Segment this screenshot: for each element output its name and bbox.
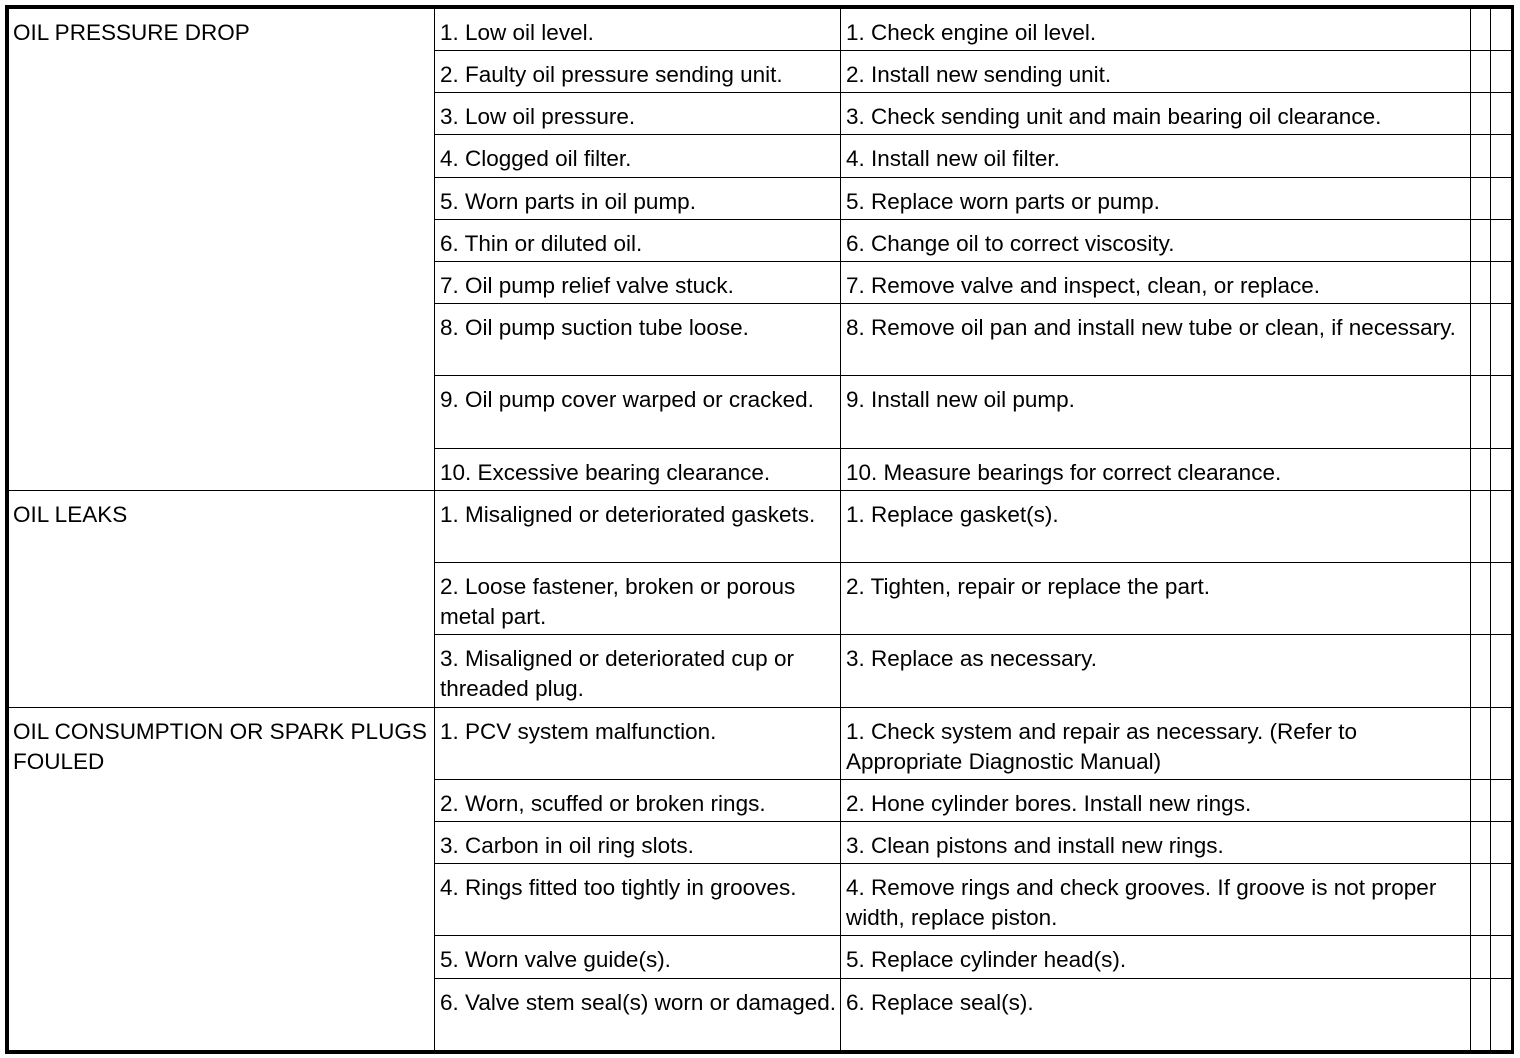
check-cell	[1491, 219, 1512, 261]
correction-cell: 2. Tighten, repair or replace the part.	[841, 563, 1471, 635]
check-cell	[1471, 707, 1491, 779]
correction-cell: 6. Replace seal(s).	[841, 978, 1471, 1050]
correction-cell: 2. Install new sending unit.	[841, 51, 1471, 93]
diagnosis-table-frame	[5, 5, 1514, 1054]
diagnosis-table	[8, 8, 1512, 1051]
check-cell	[1471, 135, 1491, 177]
check-cell	[1471, 304, 1491, 376]
check-cell	[1491, 376, 1512, 448]
check-cell	[1471, 261, 1491, 303]
check-cell	[1491, 563, 1512, 635]
cause-cell: 8. Oil pump suction tube loose.	[435, 304, 841, 376]
cause-cell: 5. Worn parts in oil pump.	[435, 177, 841, 219]
check-cell	[1471, 936, 1491, 978]
cause-cell: 10. Excessive bearing clearance.	[435, 448, 841, 490]
check-cell	[1491, 304, 1512, 376]
check-cell	[1471, 448, 1491, 490]
check-cell	[1471, 9, 1491, 51]
cause-cell: 3. Misaligned or deteriorated cup or threaded plug.	[435, 635, 841, 707]
check-cell	[1471, 219, 1491, 261]
cause-cell: 7. Oil pump relief valve stuck.	[435, 261, 841, 303]
check-cell	[1491, 177, 1512, 219]
cause-cell: 9. Oil pump cover warped or cracked.	[435, 376, 841, 448]
correction-cell: 3. Replace as necessary.	[841, 635, 1471, 707]
check-cell	[1491, 261, 1512, 303]
condition-cell: OIL CONSUMPTION OR SPARK PLUGS FOULED	[9, 707, 435, 1050]
cause-cell: 4. Clogged oil filter.	[435, 135, 841, 177]
check-cell	[1491, 135, 1512, 177]
cause-cell: 3. Carbon in oil ring slots.	[435, 822, 841, 864]
check-cell	[1491, 635, 1512, 707]
correction-cell: 1. Check system and repair as necessary. (Refer to Appropriate Diagnostic Manual)	[841, 707, 1471, 779]
correction-cell: 3. Check sending unit and main bearing oil clearance.	[841, 93, 1471, 135]
correction-cell: 4. Remove rings and check grooves. If groove is not proper width, replace piston.	[841, 864, 1471, 936]
correction-cell: 4. Install new oil filter.	[841, 135, 1471, 177]
correction-cell: 2. Hone cylinder bores. Install new rings.	[841, 779, 1471, 821]
check-cell	[1471, 177, 1491, 219]
correction-cell: 1. Check engine oil level.	[841, 9, 1471, 51]
check-cell	[1491, 779, 1512, 821]
cause-cell: 1. Low oil level.	[435, 9, 841, 51]
check-cell	[1491, 448, 1512, 490]
check-cell	[1471, 376, 1491, 448]
check-cell	[1491, 490, 1512, 562]
correction-cell: 1. Replace gasket(s).	[841, 490, 1471, 562]
cause-cell: 5. Worn valve guide(s).	[435, 936, 841, 978]
check-cell	[1491, 707, 1512, 779]
correction-cell: 6. Change oil to correct viscosity.	[841, 219, 1471, 261]
correction-cell: 8. Remove oil pan and install new tube or clean, if necessary.	[841, 304, 1471, 376]
check-cell	[1471, 93, 1491, 135]
check-cell	[1471, 978, 1491, 1050]
cause-cell: 6. Thin or diluted oil.	[435, 219, 841, 261]
correction-cell: 10. Measure bearings for correct clearance.	[841, 448, 1471, 490]
table-row	[9, 707, 1512, 779]
check-cell	[1471, 635, 1491, 707]
check-cell	[1471, 864, 1491, 936]
check-cell	[1491, 93, 1512, 135]
table-row	[9, 490, 1512, 562]
condition-cell: OIL LEAKS	[9, 490, 435, 707]
check-cell	[1491, 978, 1512, 1050]
cause-cell: 3. Low oil pressure.	[435, 93, 841, 135]
cause-cell: 2. Worn, scuffed or broken rings.	[435, 779, 841, 821]
table-row	[9, 9, 1512, 51]
correction-cell: 5. Replace cylinder head(s).	[841, 936, 1471, 978]
check-cell	[1471, 779, 1491, 821]
check-cell	[1471, 51, 1491, 93]
check-cell	[1471, 490, 1491, 562]
check-cell	[1471, 563, 1491, 635]
correction-cell: 9. Install new oil pump.	[841, 376, 1471, 448]
cause-cell: 1. PCV system malfunction.	[435, 707, 841, 779]
cause-cell: 2. Loose fastener, broken or porous metal part.	[435, 563, 841, 635]
check-cell	[1491, 864, 1512, 936]
check-cell	[1471, 822, 1491, 864]
correction-cell: 3. Clean pistons and install new rings.	[841, 822, 1471, 864]
correction-cell: 7. Remove valve and inspect, clean, or replace.	[841, 261, 1471, 303]
cause-cell: 1. Misaligned or deteriorated gaskets.	[435, 490, 841, 562]
check-cell	[1491, 51, 1512, 93]
condition-cell: OIL PRESSURE DROP	[9, 9, 435, 491]
check-cell	[1491, 9, 1512, 51]
check-cell	[1491, 822, 1512, 864]
cause-cell: 6. Valve stem seal(s) worn or damaged.	[435, 978, 841, 1050]
check-cell	[1491, 936, 1512, 978]
correction-cell: 5. Replace worn parts or pump.	[841, 177, 1471, 219]
cause-cell: 4. Rings fitted too tightly in grooves.	[435, 864, 841, 936]
cause-cell: 2. Faulty oil pressure sending unit.	[435, 51, 841, 93]
